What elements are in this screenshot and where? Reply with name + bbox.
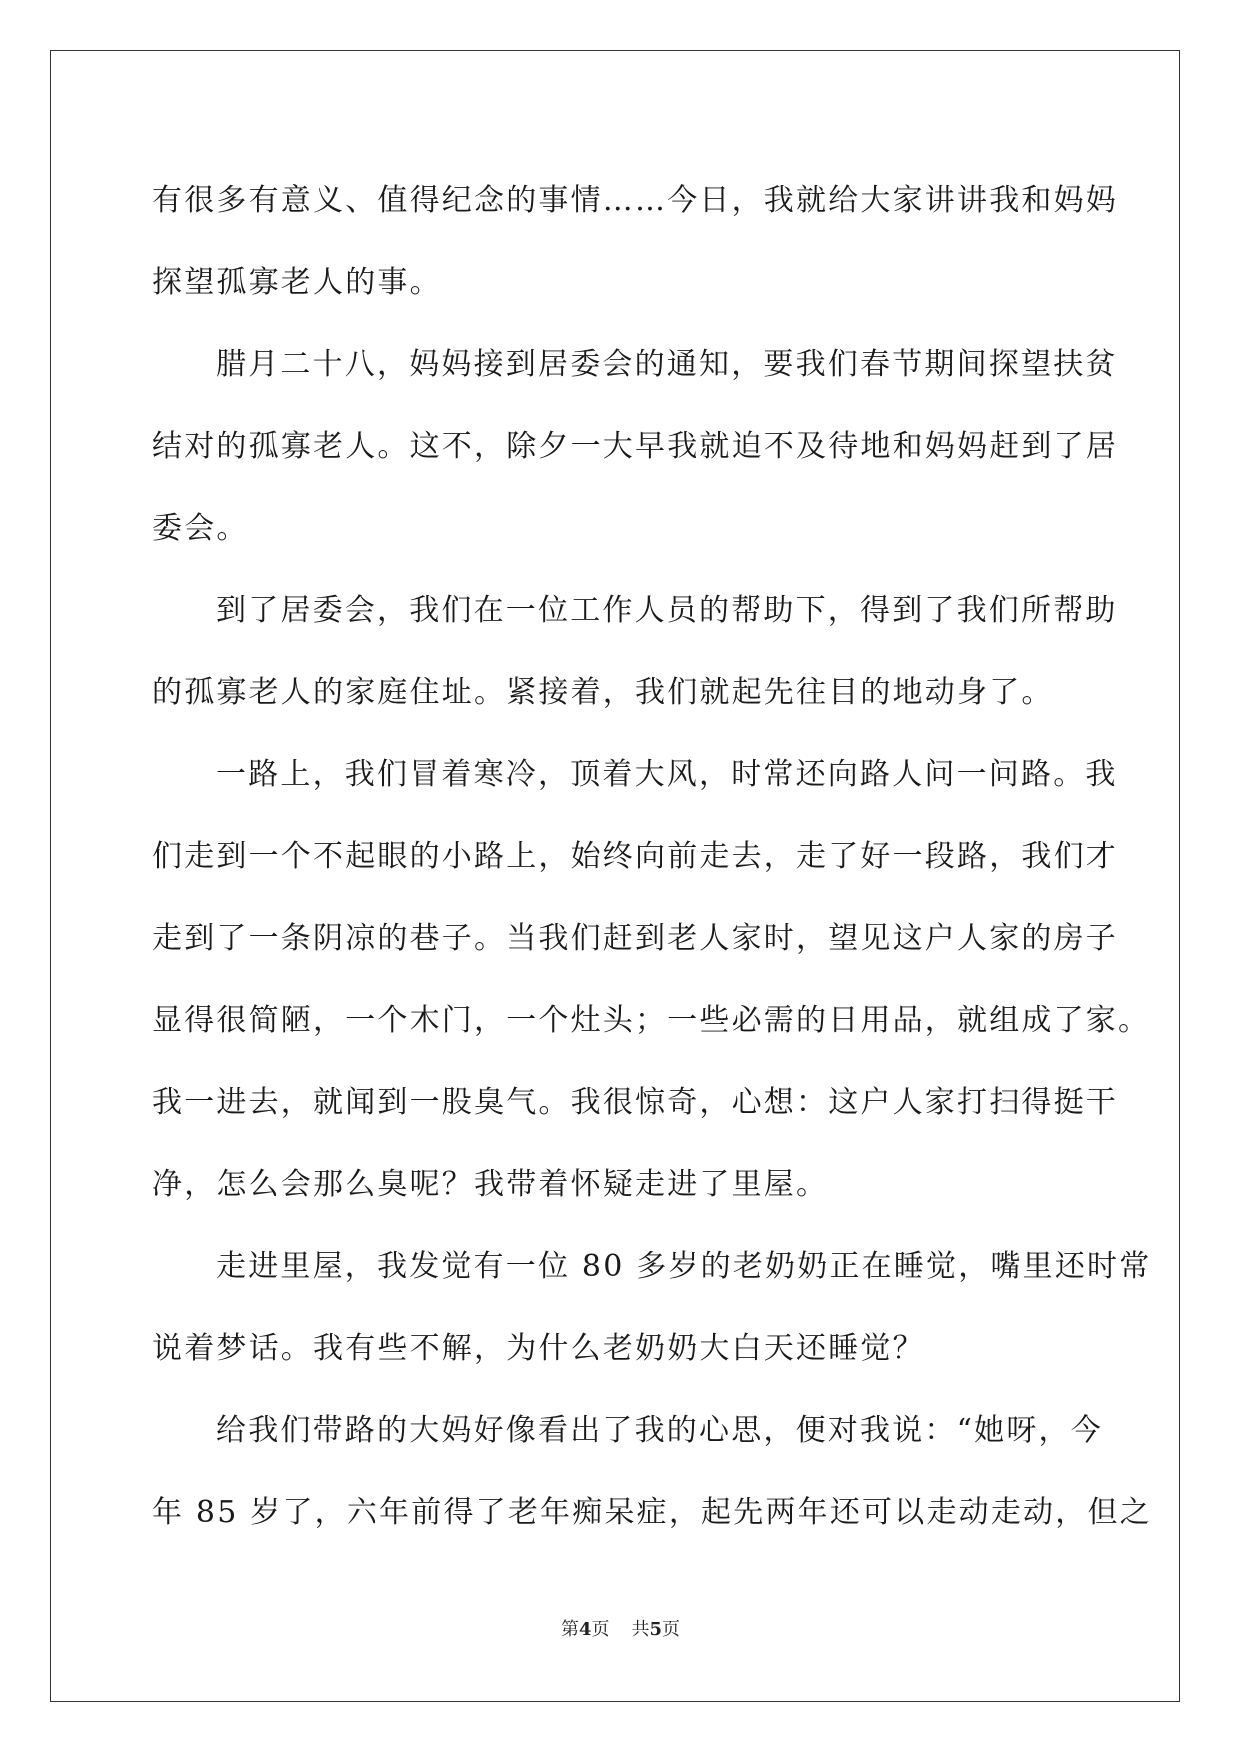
text-line-8: 一路上，我们冒着寒冷，顶着大风，时常还向路人问一问路。我 [216, 757, 1118, 792]
text-line-3: 腊月二十八，妈妈接到居委会的通知，要我们春节期间探望扶贫 [216, 347, 1118, 382]
document-body [152, 160, 1152, 1554]
text-line-11: 显得很简陋，一个木门，一个灶头；一些必需的日用品，就组成了家。 [152, 1003, 1151, 1038]
page-footer [0, 1615, 1241, 1641]
text-line-6: 到了居委会，我们在一位工作人员的帮助下，得到了我们所帮助 [216, 593, 1118, 628]
text-line-12: 我一进去，就闻到一股臭气。我很惊奇，心想：这户人家打扫得挺干 [152, 1085, 1118, 1120]
footer-total-prefix: 共 [631, 1619, 650, 1640]
footer-total-pages: 5 [649, 1619, 663, 1640]
text-line-13: 净，怎么会那么臭呢？我带着怀疑走进了里屋。 [152, 1167, 829, 1202]
text-line-16: 给我们带路的大妈好像看出了我的心思，便对我说：“她呀，今 [216, 1413, 1103, 1448]
text-line-10: 走到了一条阴凉的巷子。当我们赶到老人家时，望见这户人家的房子 [152, 921, 1118, 956]
text-line-4: 结对的孤寡老人。这不，除夕一大早我就迫不及待地和妈妈赶到了居 [152, 429, 1118, 464]
text-line-2: 探望孤寡老人的事。 [152, 265, 442, 300]
text-line-15: 说着梦话。我有些不解，为什么老奶奶大白天还睡觉？ [152, 1331, 925, 1366]
footer-prefix: 第 [560, 1619, 579, 1640]
text-line-7: 的孤寡老人的家庭住址。紧接着，我们就起先往目的地动身了。 [152, 675, 1054, 710]
text-line-17: 年 85 岁了，六年前得了老年痴呆症，起先两年还可以走动走动，但之 [152, 1495, 1152, 1530]
text-line-14: 走进里屋，我发觉有一位 80 多岁的老奶奶正在睡觉，嘴里还时常 [216, 1249, 1152, 1284]
footer-page-suffix: 页 [591, 1619, 610, 1640]
text-line-9: 们走到一个不起眼的小路上，始终向前走去，走了好一段路，我们才 [152, 839, 1118, 874]
text-line-5: 委会。 [152, 511, 249, 546]
footer-page-number: 4 [578, 1619, 592, 1640]
text-line-1: 有很多有意义、值得纪念的事情……今日，我就给大家讲讲我和妈妈 [152, 183, 1118, 218]
footer-total-suffix: 页 [662, 1619, 681, 1640]
